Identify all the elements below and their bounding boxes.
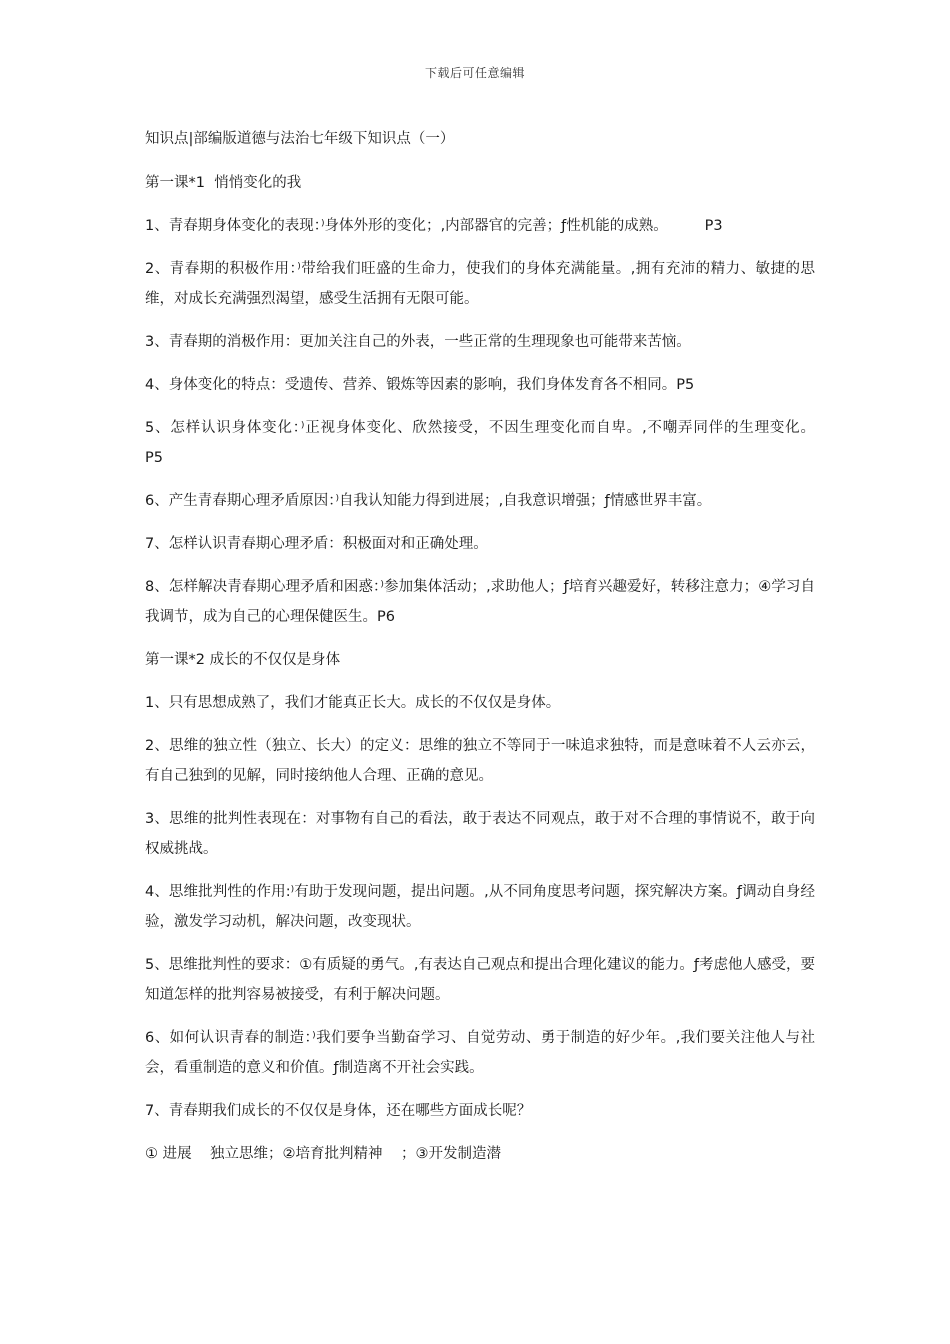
paragraph: 7、青春期我们成长的不仅仅是身体，还在哪些方面成长呢？ [145, 1103, 532, 1119]
paragraph: 3、思维的批判性表现在：对事物有自己的看法，敢于表达不同观点，敢于对不合理的事情说不，敢于向权威挑战。 [145, 811, 815, 857]
paragraph: 3、青春期的消极作用：更加关注自己的外表，一些正常的生理现象也可能带来苦恼。 [145, 334, 691, 350]
paragraph: 1、只有思想成熟了，我们才能真正长大。成长的不仅仅是身体。 [145, 695, 561, 711]
document-body [145, 124, 834, 1182]
paragraph: 2、青春期的积极作用：⁾带给我们旺盛的生命力，使我们的身体充满能量。‚拥有充沛的精力、敏捷的思维，对成长充满强烈渴望，感受生活拥有无限可能。 [145, 261, 815, 307]
paragraph: ① 进展 独立思维；②培育批判精神 ；③开发制造潜 [145, 1146, 501, 1162]
paragraph: 5、怎样认识身体变化：⁾正视身体变化、欣然接受，不因生理变化而自卑。‚不嘲弄同伴的生理变化。 P5 [145, 420, 834, 466]
paragraph: 6、如何认识青春的制造：⁾我们要争当勤奋学习、自觉劳动、勇于制造的好少年。‚我们要关注他人与社会，看重制造的意义和价值。ƒ制造离不开社会实践。 [145, 1030, 815, 1076]
document-title: 知识点|部编版道德与法治七年级下知识点（一） [145, 131, 455, 147]
paragraph: 1、青春期身体变化的表现：⁾身体外形的变化；‚内部器官的完善；ƒ性机能的成熟。 P3 [145, 218, 723, 234]
paragraph: 5、思维批判性的要求：①有质疑的勇气。‚有表达自己观点和提出合理化建议的能力。ƒ考虑他人感受，要知道怎样的批判容易被接受，有利于解决问题。 [145, 957, 815, 1003]
paragraph: 7、怎样认识青春期心理矛盾：积极面对和正确处理。 [145, 536, 488, 552]
paragraph: 6、产生青春期心理矛盾原因：⁾自我认知能力得到进展；‚自我意识增强；ƒ情感世界丰富。 [145, 493, 712, 509]
paragraph: 4、思维批判性的作用:⁾有助于发现问题，提出问题。‚从不同角度思考问题，探究解决方案。ƒ调动自身经验，激发学习动机，解决问题，改变现状。 [145, 884, 815, 930]
paragraph: 2、思维的独立性（独立、长大）的定义：思维的独立不等同于一味追求独特，而是意味着不人云亦云，有自己独到的见解，同时接纳他人合理、正确的意见。 [145, 738, 815, 784]
paragraph: 8、怎样解决青春期心理矛盾和困惑：⁾参加集体活动；‚求助他人；ƒ培育兴趣爱好，转移注意力；④学习自我调节，成为自己的心理保健医生。P6 [145, 579, 815, 625]
section-heading: 第一课*1 悄悄变化的我 [145, 175, 302, 191]
header-note: 下载后可任意编辑 [424, 66, 525, 80]
paragraph: 4、身体变化的特点：受遗传、营养、锻炼等因素的影响，我们身体发育各不相同。P5 [145, 377, 695, 393]
section-heading: 第一课*2 成长的不仅仅是身体 [145, 652, 341, 668]
